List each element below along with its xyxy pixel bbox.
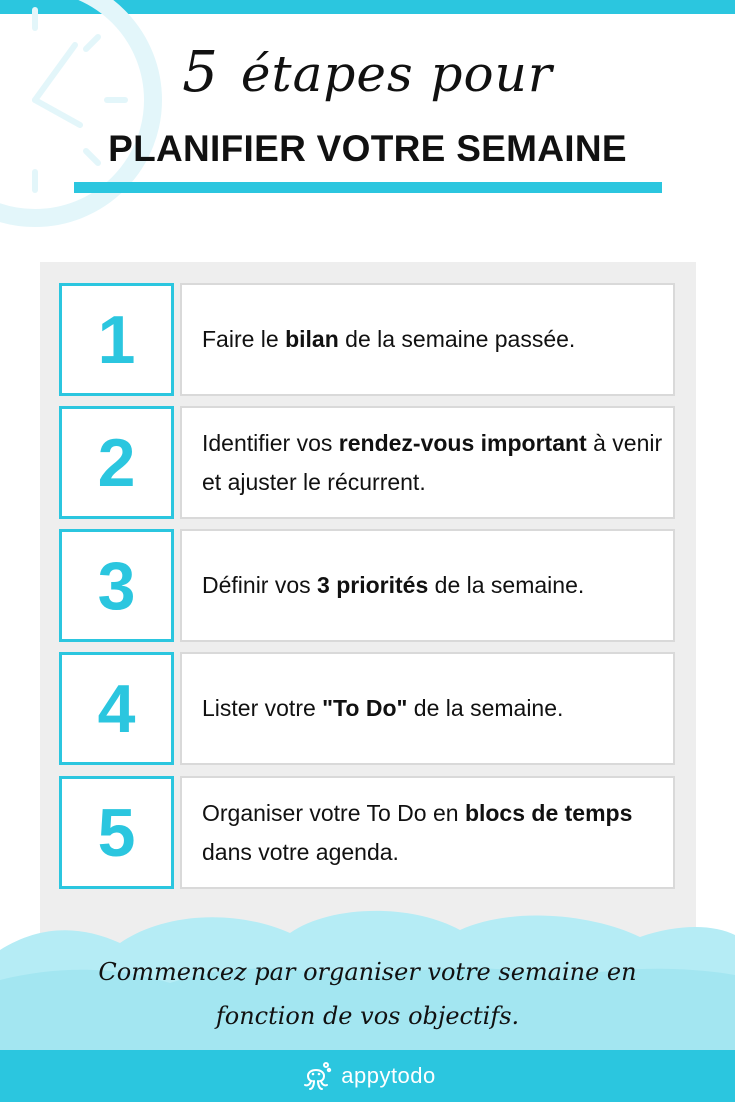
clock-icon [0,0,165,230]
step-1 [59,283,675,396]
script-title [0,40,735,110]
title-underline [74,182,662,193]
step-text-part: Définir vos [202,572,318,598]
title-number: 5 [182,40,219,105]
step-text [180,406,675,519]
footer-logo[interactable] [299,1059,436,1093]
step-number: 5 [59,776,174,889]
title-script-text: étapes pour [240,45,553,103]
footer [0,1050,735,1102]
step-text-part: de la semaine. [407,695,564,721]
closing-message [40,950,695,1038]
step-3 [59,529,675,642]
step-text-part: à venir et ajuster le récurrent. [202,429,663,495]
step-5 [59,776,675,889]
step-text-part: Organiser votre To Do en [202,799,465,826]
step-text-bold: 3 priorités [317,572,429,598]
step-text [180,529,675,642]
step-text-part: Lister votre [202,695,323,721]
step-number: 4 [59,652,174,765]
step-text [180,652,675,765]
step-text-part: de la semaine. [428,572,585,598]
step-2 [59,406,675,519]
step-text-part: Faire le [202,326,286,352]
step-text-part: de la semaine passée. [338,326,576,352]
step-text-bold: rendez-vous important [338,429,587,456]
closing-line-1: Commencez par organiser votre semaine en [98,958,637,986]
step-number: 1 [59,283,174,396]
page-title: PLANIFIER VOTRE SEMAINE [108,128,627,169]
step-text-bold: bilan [285,326,339,352]
step-text-part: Identifier vos [202,429,339,456]
step-text-part: dans votre agenda. [202,838,399,865]
step-text [180,776,675,889]
step-number: 3 [59,529,174,642]
octopus-logo-icon [299,1059,333,1093]
step-4 [59,652,675,765]
step-text-bold: blocs de temps [464,799,633,826]
step-text-bold: "To Do" [322,695,408,721]
step-text [180,283,675,396]
brand-name: appytodo [341,1063,436,1088]
step-number: 2 [59,406,174,519]
closing-line-2: fonction de vos objectifs. [215,1002,520,1030]
